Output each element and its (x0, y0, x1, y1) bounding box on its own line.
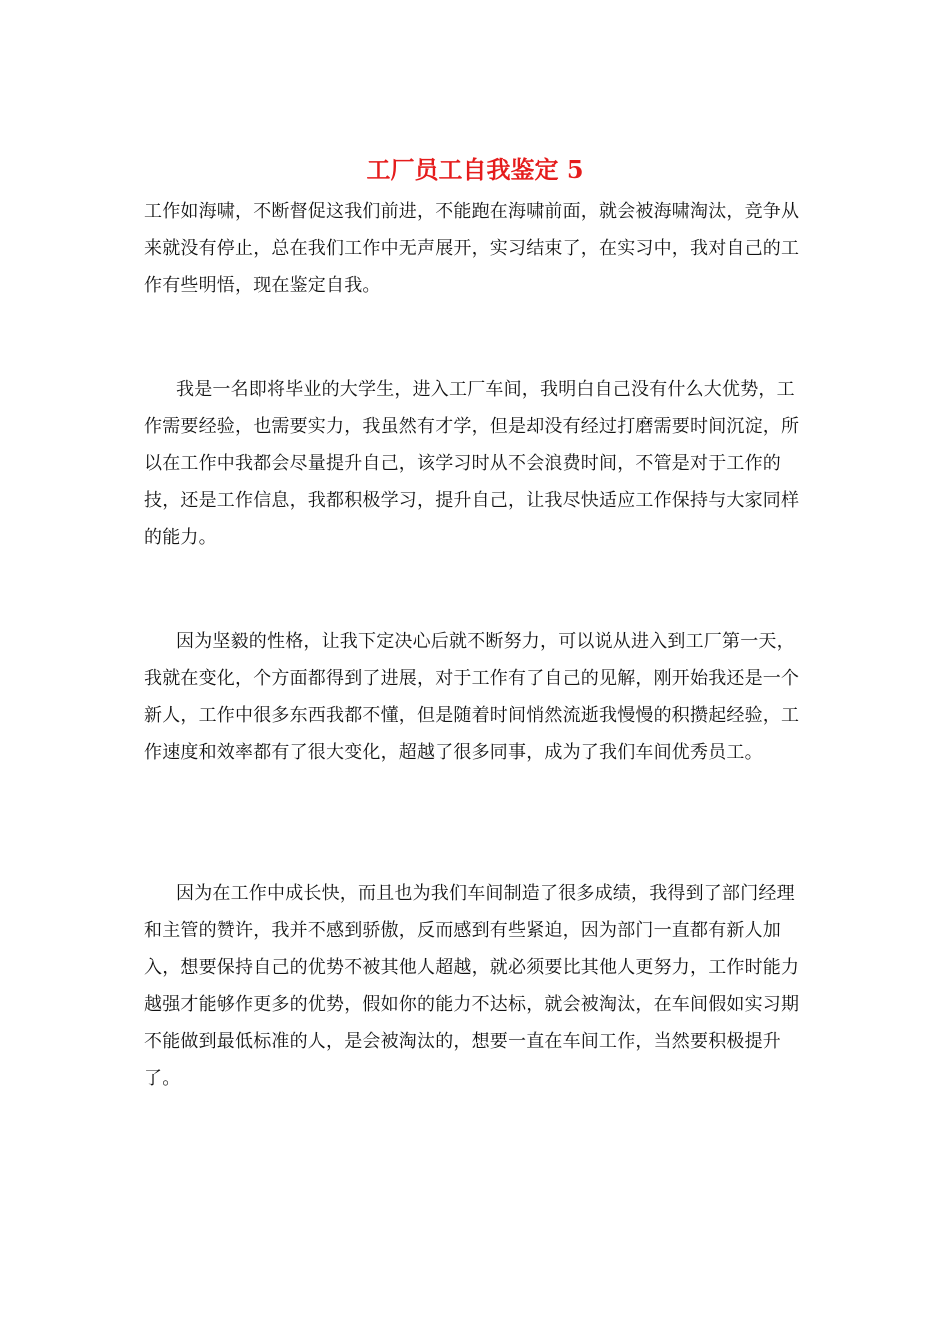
document-title-text: 工厂员工自我鉴定 5 (366, 155, 584, 184)
paragraph-2: 我是一名即将毕业的大学生，进入工厂车间，我明白自己没有什么大优势，工作需要经验，也需要实力，我虽然有才学，但是却没有经过打磨需要时间沉淀，所以在工作中我都会尽量提升自己，该学习时从不会浪费时间，不管是对于工作的技，还是工作信息，我都积极学习，提升自己，让我尽快适应工作保持与大家同样的能力。 (144, 379, 800, 548)
paragraph-4: 因为在工作中成长快，而且也为我们车间制造了很多成绩，我得到了部门经理和主管的赞许，我并不感到骄傲，反而感到有些紧迫，因为部门一直都有新人加入，想要保持自己的优势不被其他人超越，就必须要比其他人更努力，工作时能力越强才能够作更多的优势，假如你的能力不达标，就会被淘汰，在车间假如实习期不能做到最低标准的人，是会被淘汰的，想要一直在车间工作，当然要积极提升了。 (144, 883, 800, 1089)
document-title (0, 150, 950, 190)
paragraph-1: 工作如海啸，不断督促这我们前进，不能跑在海啸前面，就会被海啸淘汰，竞争从来就没有停止，总在我们工作中无声展开，实习结束了，在实习中，我对自己的工作有些明悟，现在鉴定自我。 (144, 201, 800, 296)
paragraph-3: 因为坚毅的性格，让我下定决心后就不断努力，可以说从进入到工厂第一天，我就在变化，个方面都得到了进展，对于工作有了自己的见解，刚开始我还是一个新人，工作中很多东西我都不懂，但是随着时间悄然流逝我慢慢的积攒起经验，工作速度和效率都有了很大变化，超越了很多同事，成为了我们车间优秀员工。 (144, 631, 800, 763)
